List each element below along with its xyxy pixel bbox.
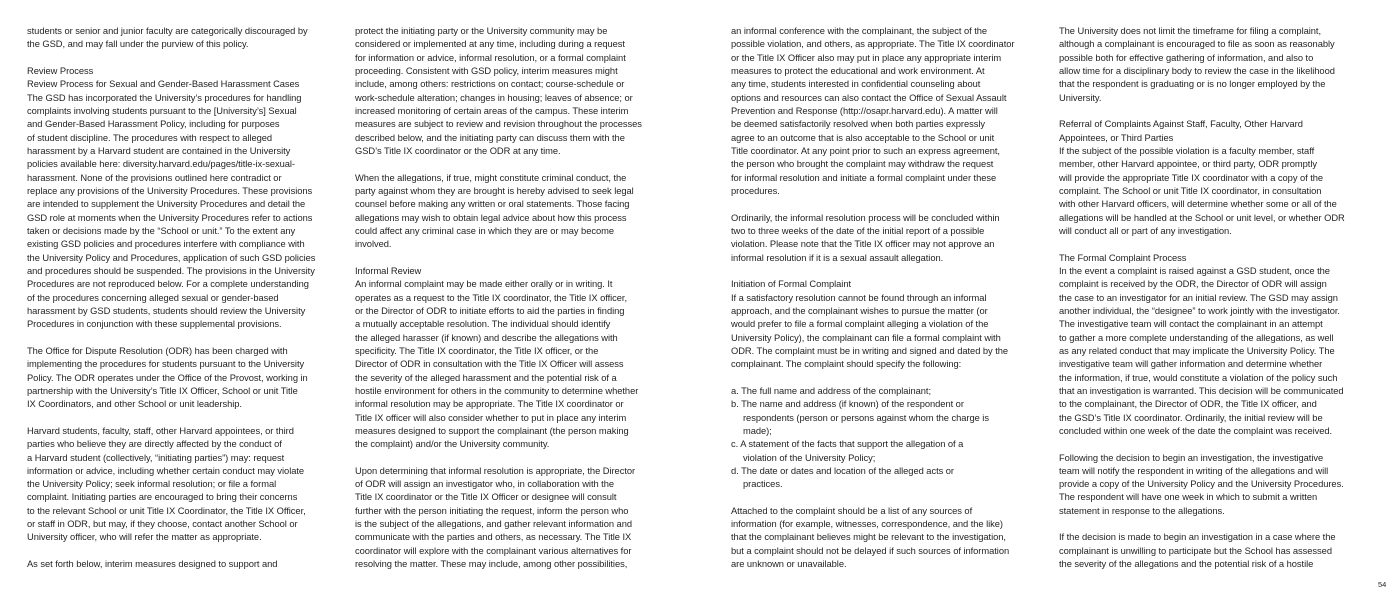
text-line: Referral of Complaints Against Staff, Faculty, Other Harvard xyxy=(1059,119,1303,130)
text-line: a mutually acceptable resolution. The individual should identify xyxy=(355,319,611,330)
text-line: hostile environment for others in the community to determine whether xyxy=(355,385,639,396)
text-line: although a complainant is encouraged to file as soon as reasonably xyxy=(1059,39,1335,50)
text-line: partnership with the University’s Title IX Officer, School or unit Title xyxy=(27,385,298,396)
text-line: proceeding. Consistent with GSD policy, interim measures might xyxy=(355,65,618,76)
paragraph xyxy=(1059,531,1371,571)
text-line: operates as a request to the Title IX coordinator, the Title IX officer, xyxy=(355,292,628,303)
text-line: harassment by a Harvard student are contained in the University xyxy=(27,145,291,156)
text-line: could affect any criminal case in which they are or may become xyxy=(355,225,614,236)
paragraph xyxy=(27,65,339,332)
text-line: informal resolution if it is a sexual assault allegation. xyxy=(731,252,944,263)
paragraph xyxy=(355,465,667,572)
list-item xyxy=(731,385,1043,398)
text-line: possible violation, and others, as appropriate. The Title IX coordinator xyxy=(731,39,1015,50)
text-line: University. xyxy=(1059,92,1102,103)
text-line: harassment. None of the provisions outlined here contradict or xyxy=(27,172,282,183)
text-line: Initiation of Formal Complaint xyxy=(731,279,852,290)
text-line: concluded within one week of the date the complaint was received. xyxy=(1059,425,1333,436)
text-line: Ordinarily, the informal resolution process will be concluded within xyxy=(731,212,1000,223)
text-line: of ODR will assign an investigator who, in collaboration with the xyxy=(355,479,615,490)
paragraph xyxy=(27,558,339,571)
paragraph xyxy=(1059,252,1371,439)
text-line: Upon determining that informal resolution is appropriate, the Director xyxy=(355,465,636,476)
text-line: the case to an investigator for an initial review. The GSD may assign xyxy=(1059,292,1338,303)
text-line: taken or decisions made by the “School or unit.” To the extent any xyxy=(27,225,296,236)
text-column-3 xyxy=(731,25,1043,585)
text-line: procedures. xyxy=(731,185,780,196)
text-line: for informal resolution and initiate a formal complaint under these xyxy=(731,172,997,183)
text-line: As set forth below, interim measures designed to support and xyxy=(27,559,278,570)
list-item-line: made); xyxy=(743,425,772,436)
text-line: harassment by GSD students, students should review the University xyxy=(27,305,306,316)
paragraph xyxy=(731,505,1043,572)
text-line: include, among others: restrictions on contact; course-schedule or xyxy=(355,79,625,90)
text-line: member, other Harvard appointee, or third party, ODR promptly xyxy=(1059,159,1317,170)
text-line: options and resources can also contact the Office of Sexual Assault xyxy=(731,92,1007,103)
text-line: coordinator will explore with the complainant various alternatives for xyxy=(355,545,632,556)
text-line: measures are subject to review and revision throughout the processes xyxy=(355,119,642,130)
text-column-1 xyxy=(27,25,339,585)
text-line: another individual, the “designee” to work jointly with the investigator. xyxy=(1059,305,1340,316)
text-line: the GSD, and may fall under the purview of this policy. xyxy=(27,39,249,50)
text-line: investigative team will gather information and determine whether xyxy=(1059,359,1323,370)
text-line: the complaint) and/or the University community. xyxy=(355,439,550,450)
text-line: approach, and the complainant wishes to pursue the matter (or xyxy=(731,305,988,316)
text-line: Appointees, or Third Parties xyxy=(1059,132,1174,143)
text-line: with other Harvard officers, will determine whether some or all of the xyxy=(1059,199,1337,210)
text-line: to gather a more complete understanding of the allegations, as well xyxy=(1059,332,1334,343)
text-line: as any related conduct that may implicate the University Policy. The xyxy=(1059,345,1335,356)
text-line: Title IX officer will also consider whether to put in place any interim xyxy=(355,412,627,423)
text-line: is the subject of the allegations, and gather relevant information and xyxy=(355,519,632,530)
text-line: that the respondent is graduating or is no longer employed by the xyxy=(1059,79,1326,90)
text-line: existing GSD policies and procedures interfere with compliance with xyxy=(27,239,305,250)
text-line: allegations may wish to obtain legal advice about how this process xyxy=(355,212,627,223)
text-line: Following the decision to begin an investigation, the investigative xyxy=(1059,452,1324,463)
text-line: statement in response to the allegations. xyxy=(1059,505,1225,516)
text-line: communicate with the parties and others, as necessary. The Title IX xyxy=(355,532,632,543)
list-item-line: respondents (person or persons against whom the charge is xyxy=(743,412,989,423)
list-item xyxy=(731,398,1043,438)
text-line: complainant. The complaint should specify the following: xyxy=(731,359,962,370)
text-line: a Harvard student (collectively, “initiating parties”) may: request xyxy=(27,452,285,463)
text-line: that an investigation is warranted. This decision will be communicated xyxy=(1059,385,1344,396)
text-line: work-schedule alteration; changes in housing; leaves of absence; or xyxy=(355,92,633,103)
list-item-line: violation of the University Policy; xyxy=(743,452,876,463)
text-line: implementing the procedures for students pursuant to the University xyxy=(27,359,305,370)
text-line: complaint. Initiating parties are encouraged to bring their concerns xyxy=(27,492,298,503)
text-line: Director of ODR in consultation with the Title IX Officer will assess xyxy=(355,359,624,370)
text-line: counsel before making any written or oral statements. Those facing xyxy=(355,199,630,210)
text-line: If the decision is made to begin an investigation in a case where the xyxy=(1059,532,1336,543)
text-line: When the allegations, if true, might constitute criminal conduct, the xyxy=(355,172,627,183)
text-column-4 xyxy=(1059,25,1371,585)
text-line: complaint is received by the ODR, the Director of ODR will assign xyxy=(1059,279,1327,290)
text-line: two to three weeks of the date of the initial report of a possible xyxy=(731,225,985,236)
text-line: the University Policy; seek informal resolution; or file a formal xyxy=(27,479,277,490)
text-line: Informal Review xyxy=(355,265,422,276)
text-line: If the subject of the possible violation is a faculty member, staff xyxy=(1059,145,1315,156)
text-column-2 xyxy=(355,25,667,585)
text-line: be deemed satisfactorily resolved when both parties expressly xyxy=(731,119,986,130)
text-line: team will notify the respondent in writing of the allegations and will xyxy=(1059,465,1329,476)
paragraph xyxy=(27,345,339,412)
text-line: University Policy), the complainant can file a formal complaint with xyxy=(731,332,1001,343)
text-line: Prevention and Response (http://osapr.harvard.edu). A matter will xyxy=(731,105,998,116)
text-line: Policy. The ODR operates under the Office of the Provost, working in xyxy=(27,372,308,383)
text-line: GSD’s Title IX coordinator or the ODR at any time. xyxy=(355,145,561,156)
text-line: informal resolution may be appropriate. The Title IX coordinator or xyxy=(355,399,624,410)
text-line: An informal complaint may be made either orally or in writing. It xyxy=(355,279,613,290)
text-line: Attached to the complaint should be a list of any sources of xyxy=(731,505,973,516)
text-line: IX Coordinators, and other School or unit leadership. xyxy=(27,399,242,410)
list-item-line: b. The name and address (if known) of the respondent or xyxy=(731,399,964,410)
paragraph xyxy=(1059,118,1371,238)
text-line: The Office for Dispute Resolution (ODR) has been charged with xyxy=(27,345,288,356)
paragraph xyxy=(731,278,1043,371)
text-line: will conduct all or part of any investigation. xyxy=(1059,225,1232,236)
text-line: increased monitoring of certain areas of the campus. These interim xyxy=(355,105,629,116)
text-line: the University Policy and Procedures, application of such GSD policies xyxy=(27,252,316,263)
text-line: and procedures should be suspended. The provisions in the University xyxy=(27,265,315,276)
text-line: If a satisfactory resolution cannot be found through an informal xyxy=(731,292,987,303)
text-line: Title coordinator. At any point prior to such an express agreement, xyxy=(731,145,1000,156)
text-line: the severity of the alleged harassment and the potential risk of a xyxy=(355,372,617,383)
text-line: measures to protect the educational and work environment. At xyxy=(731,65,985,76)
text-line: University officer, who will refer the matter as appropriate. xyxy=(27,532,262,543)
text-line: The Formal Complaint Process xyxy=(1059,252,1187,263)
text-line: involved. xyxy=(355,239,392,250)
text-line: agree to an outcome that is also acceptable to the School or unit xyxy=(731,132,995,143)
text-line: to the relevant School or unit Title IX Coordinator, the Title IX Officer, xyxy=(27,505,306,516)
text-line: an informal conference with the complainant, the subject of the xyxy=(731,26,988,36)
text-line: measures designed to support the complainant (the person making xyxy=(355,425,629,436)
text-line: allegations will be handled at the School or unit level, or whether ODR xyxy=(1059,212,1345,223)
list-item-line: c. A statement of the facts that support the allegation of a xyxy=(731,439,964,450)
text-line: of student discipline. The procedures with respect to alleged xyxy=(27,132,273,143)
text-line: Review Process xyxy=(27,65,94,76)
text-line: Harvard students, faculty, staff, other Harvard appointees, or third xyxy=(27,425,294,436)
paragraph xyxy=(27,25,339,52)
text-line: In the event a complaint is raised against a GSD student, once the xyxy=(1059,265,1330,276)
text-line: the alleged harasser (if known) and describe the allegations with xyxy=(355,332,618,343)
text-line: the information, if true, would constitute a violation of the policy such xyxy=(1059,372,1338,383)
text-line: Review Process for Sexual and Gender-Based Harassment Cases xyxy=(27,79,300,90)
list-item-line: practices. xyxy=(743,479,783,490)
text-line: provide a copy of the University Policy and the University Procedures. xyxy=(1059,479,1344,490)
text-line: party against whom they are brought is hereby advised to seek legal xyxy=(355,185,634,196)
list-item xyxy=(731,465,1043,492)
list-item-line: d. The date or dates and location of the alleged acts or xyxy=(731,465,954,476)
text-line: to the complainant, the Director of ODR, the Title IX officer, and xyxy=(1059,399,1317,410)
paragraph xyxy=(27,425,339,545)
text-line: The GSD has incorporated the University’s procedures for handling xyxy=(27,92,302,103)
text-line: or the Title IX Officer also may put in place any appropriate interim xyxy=(731,52,1002,63)
text-line: policies available here: diversity.harvard.edu/pages/title-ix-sexual- xyxy=(27,159,295,170)
paragraph xyxy=(355,25,667,158)
text-line: will provide the appropriate Title IX coordinator with a copy of the xyxy=(1059,172,1324,183)
text-line: allow time for a disciplinary body to review the case in the likelihood xyxy=(1059,65,1335,76)
text-line: students or senior and junior faculty are categorically discouraged by xyxy=(27,26,308,36)
text-line: any time, students interested in confidential counseling about xyxy=(731,79,981,90)
text-line: The University does not limit the timeframe for filing a complaint, xyxy=(1059,26,1322,36)
text-line: for information or advice, informal resolution, or a formal complaint xyxy=(355,52,626,63)
text-line: are unknown or unavailable. xyxy=(731,559,847,570)
text-line: specificity. The Title IX coordinator, the Title IX officer, or the xyxy=(355,345,599,356)
text-line: the severity of the allegations and the potential risk of a hostile xyxy=(1059,559,1314,570)
text-line: and Gender-Based Harassment Policy, including for purposes xyxy=(27,119,280,130)
text-line: Procedures in conjunction with these supplemental provisions. xyxy=(27,319,282,330)
text-line: information or advice, including whether certain conduct may violate xyxy=(27,465,305,476)
text-line: The respondent will have one week in which to submit a written xyxy=(1059,492,1318,503)
paragraph xyxy=(731,25,1043,198)
text-line: ODR. The complaint must be in writing and signed and dated by the xyxy=(731,345,1009,356)
text-line: complainant is unwilling to participate but the School has assessed xyxy=(1059,545,1332,556)
text-line: resolving the matter. These may include, among other possibilities, xyxy=(355,559,628,570)
paragraph xyxy=(355,172,667,252)
list-item-line: a. The full name and address of the complainant; xyxy=(731,385,932,396)
text-line: or the Director of ODR to initiate efforts to aid the parties in finding xyxy=(355,305,625,316)
text-line: The investigative team will contact the complainant in an attempt xyxy=(1059,319,1323,330)
text-line: Procedures are not reproduced below. For a complete understanding xyxy=(27,279,309,290)
text-line: GSD role at moments when the University Procedures refer to actions xyxy=(27,212,313,223)
list-item xyxy=(731,438,1043,465)
text-line: the person who brought the complaint may withdraw the request xyxy=(731,159,994,170)
text-line: of the procedures concerning alleged sexual or gender-based xyxy=(27,292,279,303)
text-line: the GSD’s Title IX coordinator. Ordinarily, the initial review will be xyxy=(1059,412,1323,423)
text-line: complaints involving students pursuant to the [University’s] Sexual xyxy=(27,105,297,116)
complaint-requirements-list xyxy=(731,385,1043,492)
text-line: complaint. The School or unit Title IX coordinator, in consultation xyxy=(1059,185,1322,196)
text-line: violation. Please note that the Title IX officer may not approve an xyxy=(731,239,995,250)
page-number: 54 xyxy=(1378,580,1387,589)
paragraph xyxy=(1059,452,1371,519)
text-line: protect the initiating party or the University community may be xyxy=(355,26,608,36)
paragraph xyxy=(731,212,1043,265)
text-line: parties who believe they are directly affected by the conduct of xyxy=(27,439,282,450)
text-line: considered or implemented at any time, including during a request xyxy=(355,39,625,50)
text-line: further with the person initiating the request, inform the person who xyxy=(355,505,629,516)
text-line: that the complainant believes might be relevant to the investigation, xyxy=(731,532,1006,543)
text-line: Title IX coordinator or the Title IX Officer or designee will consult xyxy=(355,492,617,503)
text-line: but a complaint should not be delayed if such sources of information xyxy=(731,545,1010,556)
text-line: are intended to supplement the University Procedures and detail the xyxy=(27,199,306,210)
text-line: replace any provisions of the University Procedures. These provisions xyxy=(27,185,313,196)
text-line: described below, and the initiating party can discuss them with the xyxy=(355,132,625,143)
text-line: would prefer to file a formal complaint alleging a violation of the xyxy=(731,319,989,330)
paragraph xyxy=(1059,25,1371,105)
paragraph xyxy=(355,265,667,452)
text-line: possible both for effective gathering of information, and also to xyxy=(1059,52,1314,63)
text-line: information (for example, witnesses, correspondence, and the like) xyxy=(731,519,1003,530)
text-line: or staff in ODR, but may, if they choose, contact another School or xyxy=(27,519,298,530)
